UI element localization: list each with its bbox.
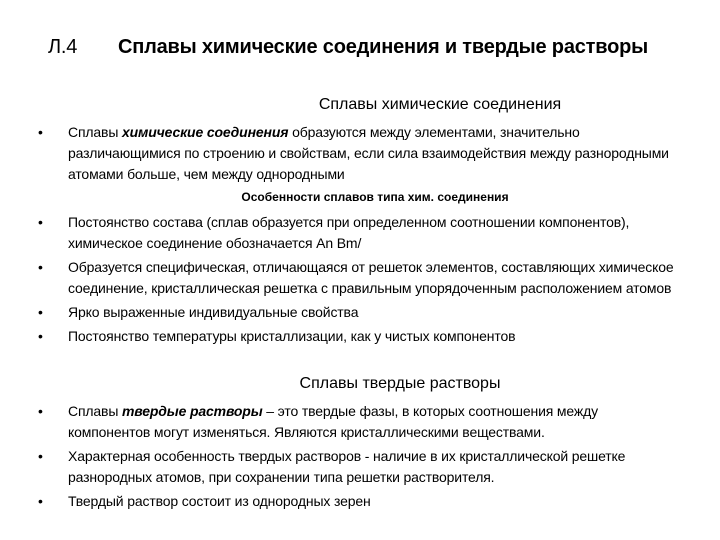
bullet-icon: • [38,259,43,275]
list-item: • Сплавы твердые растворы – это твердые фазы, в которых соотношения между компонентов могут изменяться. Являются кристаллическими веществами. [38,403,598,440]
emphasis-text: твердые растворы [122,403,263,419]
emphasis-text: химические соединения [122,124,289,140]
bullet-icon: • [38,448,43,464]
solid-list [0,401,720,512]
bullet-icon: • [38,403,43,419]
chem-heading: Сплавы химические соединения [318,96,562,113]
list-item: • Образуется специфическая, отличающаяся от решеток элементов, составляющих химическое соединение, кристаллическая решетка с правильным упорядоченным расположением атомов [38,259,674,296]
features-list [0,212,720,347]
chem-list [0,122,720,185]
title-text: Сплавы химические соединения и твердые растворы [118,36,649,58]
bullet-icon: • [38,124,43,140]
list-item: • Твердый раствор состоит из однородных зерен [0,491,720,512]
list-item: • Сплавы химические соединения образуются между элементами, значительно различающимися по строению и свойствам, если сила взаимодействия между разнородными атомами больше, чем между однородными [38,124,669,182]
solid-heading: Сплавы твердые растворы [299,375,501,392]
lecture-number: Л.4 [48,36,78,58]
list-item: • Характерная особенность твердых растворов - наличие в их кристаллической решетке разнородных атомов, при сохранении типа решетки растворителя. [38,448,626,485]
features-heading: Особенности сплавов типа хим. соединения [241,190,509,204]
bullet-icon: • [38,328,43,344]
list-item: • Постоянство температуры кристаллизации, как у чистых компонентов [0,326,720,347]
bullet-icon: • [38,214,43,230]
bullet-icon: • [38,493,43,509]
slide-title [48,36,648,59]
list-item: • Ярко выраженные индивидуальные свойства [0,302,720,323]
list-item: • Постоянство состава (сплав образуется при определенном соотношении компонентов), химическое соединение обозначается Аn Вm/ [38,214,630,251]
bullet-icon: • [38,304,43,320]
